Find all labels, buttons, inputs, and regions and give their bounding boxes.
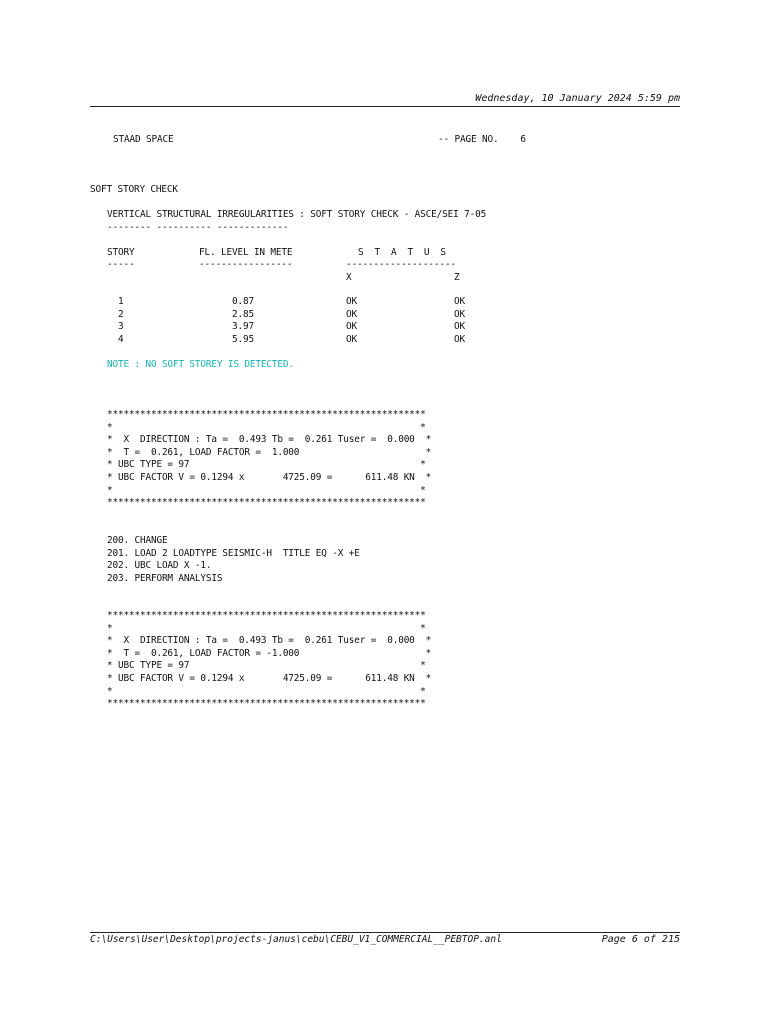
cell-status-z: OK	[454, 333, 465, 345]
page-footer	[90, 932, 680, 945]
command-line: 203. PERFORM ANALYSIS	[107, 572, 223, 584]
box-line: **********************************************************	[107, 610, 426, 621]
box-line: **********************************************************	[107, 409, 426, 420]
cell-status-z: OK	[454, 321, 465, 333]
subheader-z: Z	[454, 272, 460, 283]
cell-status-x: OK	[346, 308, 357, 320]
file-path: C:\Users\User\Desktop\projects-janus\cebu\CEBU_V1_COMMERCIAL__PEBTOP.anl	[90, 934, 502, 945]
underline-status: --------------------	[346, 259, 456, 270]
box-line: **********************************************************	[107, 698, 426, 710]
box-line: * UBC TYPE = 97 *	[107, 660, 426, 672]
check-underline: -------- ---------- -------------	[107, 222, 289, 233]
section-title: SOFT STORY CHECK	[90, 184, 178, 195]
cell-status-z: OK	[454, 308, 465, 320]
cell-status-z: OK	[454, 296, 465, 307]
page-counter: Page 6 of 215	[601, 934, 680, 945]
box-line: **********************************************************	[107, 497, 426, 509]
box-line: * T = 0.261, LOAD FACTOR = 1.000 *	[107, 446, 432, 458]
cell-level: 3.97	[232, 321, 254, 333]
cell-level: 5.95	[232, 333, 254, 345]
subheader-x: X	[346, 272, 352, 283]
box-line: * *	[107, 484, 426, 496]
box-line: * T = 0.261, LOAD FACTOR = -1.000 *	[107, 647, 432, 659]
col-header-status: S T A T U S	[358, 247, 446, 258]
box-line: * UBC FACTOR V = 0.1294 x 4725.09 = 611.48 KN *	[107, 673, 432, 684]
cell-status-x: OK	[346, 321, 357, 333]
page-number-label: -- PAGE NO. 6	[438, 134, 526, 145]
cell-story: 4	[118, 333, 124, 345]
cell-level: 2.85	[232, 308, 254, 320]
box-line: * *	[107, 622, 426, 634]
cell-level: 0.87	[232, 296, 254, 307]
page-header	[90, 92, 680, 107]
cell-status-x: OK	[346, 333, 357, 345]
command-line: 202. UBC LOAD X -1.	[107, 560, 212, 572]
cell-story: 2	[118, 308, 124, 320]
command-line: 200. CHANGE	[107, 535, 168, 546]
box-line: * UBC TYPE = 97 *	[107, 459, 426, 471]
col-header-level: FL. LEVEL IN METE	[199, 247, 293, 258]
cell-story: 3	[118, 321, 124, 333]
cell-story: 1	[118, 296, 124, 307]
col-header-story: STORY	[107, 247, 135, 258]
command-line: 201. LOAD 2 LOADTYPE SEISMIC-H TITLE EQ -X +E	[107, 547, 360, 559]
soft-storey-note: NOTE : NO SOFT STOREY IS DETECTED.	[107, 359, 294, 370]
underline-level: -----------------	[199, 259, 293, 270]
box-line: * X DIRECTION : Ta = 0.493 Tb = 0.261 Tuser = 0.000 *	[107, 635, 432, 647]
check-title: VERTICAL STRUCTURAL IRREGULARITIES : SOFT STORY CHECK - ASCE/SEI 7-05	[107, 209, 487, 220]
box-line: * *	[107, 685, 426, 697]
box-line: * X DIRECTION : Ta = 0.493 Tb = 0.261 Tuser = 0.000 *	[107, 434, 432, 446]
header-date: Wednesday, 10 January 2024 5:59 pm	[475, 93, 680, 104]
cell-status-x: OK	[346, 296, 357, 307]
underline-story: -----	[107, 259, 135, 270]
box-line: * *	[107, 421, 426, 433]
box-line: * UBC FACTOR V = 0.1294 x 4725.09 = 611.48 KN *	[107, 472, 432, 483]
program-name: STAAD SPACE	[113, 134, 174, 145]
